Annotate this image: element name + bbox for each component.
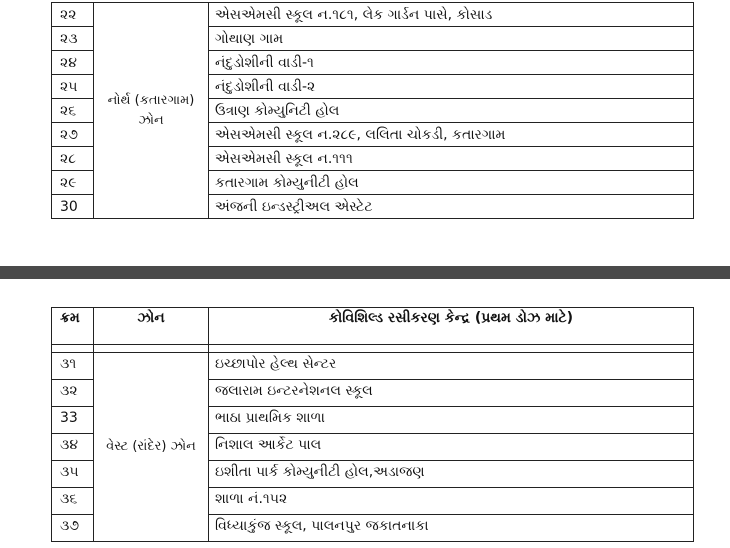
serial-number: ૨૯ bbox=[52, 171, 94, 195]
center-name: કતારગામ કોમ્યુનીટી હોલ bbox=[209, 171, 694, 195]
center-name: ગોથાણ ગામ bbox=[209, 27, 694, 51]
center-name: નંદુડોશીની વાડી-૨ bbox=[209, 75, 694, 99]
center-name: ઇચ્છાપોર હેલ્થ સેન્ટર bbox=[209, 353, 694, 380]
column-header-center: કોવિશિલ્ડ રસીકરણ કેન્દ્ર (પ્રથમ ડોઝ માટે) bbox=[209, 308, 694, 345]
serial-number: ૨૨ bbox=[52, 3, 94, 27]
table-header-row bbox=[52, 308, 694, 345]
center-name: જલારામ ઇન્ટરનેશનલ સ્કૂલ bbox=[209, 380, 694, 407]
center-name: નંદુડોશીની વાડી-૧ bbox=[209, 51, 694, 75]
vaccination-centers-table-west bbox=[51, 307, 694, 542]
document-page-1 bbox=[0, 0, 730, 266]
table-row bbox=[52, 3, 694, 27]
serial-number: ૩૭ bbox=[52, 515, 94, 542]
serial-number: ૩૧ bbox=[52, 353, 94, 380]
table-spacer-row bbox=[52, 345, 694, 353]
serial-number: ૩૬ bbox=[52, 488, 94, 515]
serial-number: ૨૩ bbox=[52, 27, 94, 51]
column-header-serial: ક્રમ bbox=[52, 308, 94, 345]
center-name: એસએમસી સ્કૂલ ન.૧૧૧ bbox=[209, 147, 694, 171]
center-name: નિશાલ આર્કેટ પાલ bbox=[209, 434, 694, 461]
center-name: વિધ્યાકુંજ સ્કૂલ, પાલનપુર જકાતનાકા bbox=[209, 515, 694, 542]
serial-number: ૩૫ bbox=[52, 461, 94, 488]
center-name: અંજની ઇન્ડસ્ટ્રીઅલ એસ્ટેટ bbox=[209, 195, 694, 219]
center-name: એસએમસી સ્કૂલ ન.૨૮૯, લલિતા ચોકડી, કતારગામ bbox=[209, 123, 694, 147]
serial-number: ૨૪ bbox=[52, 51, 94, 75]
serial-number: ૨૮ bbox=[52, 147, 94, 171]
center-name: શાળા નં.૧૫૨ bbox=[209, 488, 694, 515]
serial-number: ૨૫ bbox=[52, 75, 94, 99]
zone-cell: નોર્થ (કતારગામ) ઝોન bbox=[94, 3, 209, 219]
serial-number: ૨૭ bbox=[52, 123, 94, 147]
serial-number: ૩૪ bbox=[52, 434, 94, 461]
center-name: ઉત્રાણ કોમ્યુનિટી હોલ bbox=[209, 99, 694, 123]
serial-number: ૨૬ bbox=[52, 99, 94, 123]
zone-cell: વેસ્ટ (રાંદેર) ઝોન bbox=[94, 353, 209, 542]
vaccination-centers-table-north bbox=[51, 2, 694, 219]
center-name: એસએમસી સ્કૂલ ન.૧૮૧, લેક ગાર્ડન પાસે, કોસાડ bbox=[209, 3, 694, 27]
page-separator bbox=[0, 266, 730, 279]
center-name: ભાઠા પ્રાથમિક શાળા bbox=[209, 407, 694, 434]
document-page-2 bbox=[0, 279, 730, 548]
table-row bbox=[52, 353, 694, 380]
center-name: ઇશીતા પાર્ક કોમ્યુનીટી હોલ,અડાજણ bbox=[209, 461, 694, 488]
serial-number: ૩૨ bbox=[52, 380, 94, 407]
serial-number: 30 bbox=[52, 195, 94, 219]
column-header-zone: ઝોન bbox=[94, 308, 209, 345]
serial-number: 33 bbox=[52, 407, 94, 434]
